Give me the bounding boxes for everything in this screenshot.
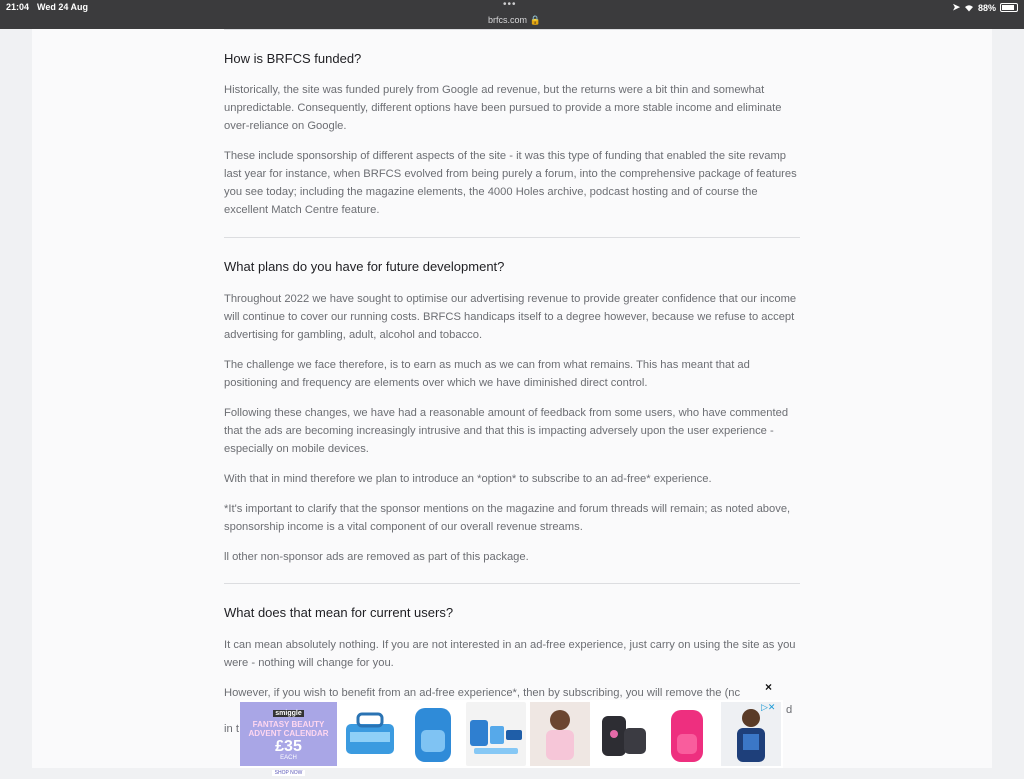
section-heading: What does that mean for current users? bbox=[224, 605, 454, 620]
divider bbox=[224, 583, 800, 584]
paragraph: The challenge we face therefore, is to earn as much as we can from what remains. This has meant that ad positioning and frequency are elements over which we have diminished direct control. bbox=[224, 359, 750, 389]
paragraph: It can mean absolutely nothing. If you are not interested in an ad-free experience, just carry on using the site as you were - nothing will change for you. bbox=[224, 639, 796, 669]
status-right bbox=[952, 2, 1018, 13]
url-text: brfcs.com bbox=[488, 15, 528, 25]
ad-line1: FANTASY BEAUTY bbox=[252, 720, 325, 729]
ad-brand: smiggle bbox=[275, 710, 302, 717]
ad-product-girl[interactable] bbox=[530, 702, 590, 766]
ad-cta[interactable]: SHOP NOW bbox=[272, 770, 306, 776]
ad-tile-smiggle[interactable] bbox=[240, 702, 337, 776]
multitasking-dots-icon[interactable]: ••• bbox=[503, 0, 517, 10]
battery-icon bbox=[1000, 3, 1018, 12]
ad-product-backpack-blue[interactable] bbox=[403, 702, 463, 766]
ad-each: EACH bbox=[280, 755, 297, 761]
paragraph: Throughout 2022 we have sought to optimise our advertising revenue to provide greater confidence that our income will continue to cover our running costs. BRFCS handicaps itself to a degree however, because we refuse to accept advertising for gambling, adult, alcohol and tobacco. bbox=[224, 293, 797, 341]
status-bar bbox=[0, 0, 1024, 29]
paragraph: However, if you wish to benefit from an ad-free experience*, then by subscribing, you will remove the (nc bbox=[224, 687, 741, 699]
paragraph: *It's important to clarify that the sponsor mentions on the magazine and forum threads will remain; as noted above, sponsorship income is a vital component of our overall revenue streams. bbox=[224, 503, 791, 533]
ad-product-set[interactable] bbox=[466, 702, 526, 766]
ad-line2: ADVENT CALENDAR bbox=[248, 729, 329, 738]
ad-price: £35 bbox=[275, 738, 302, 755]
paragraph: Historically, the site was funded purely from Google ad revenue, but the returns were a bit thin and somewhat unpredictable. Consequently, different options have been pursued to provide a more stable income and eliminate over-reliance on Google. bbox=[224, 84, 782, 132]
ad-close-button[interactable]: × bbox=[765, 680, 773, 694]
ad-product-lunchbag[interactable] bbox=[340, 702, 400, 766]
page-body bbox=[32, 29, 992, 768]
paragraph: ll other non-sponsor ads are removed as part of this package. bbox=[224, 551, 529, 563]
section-heading: What plans do you have for future development? bbox=[224, 259, 505, 274]
status-time: 21:04 bbox=[6, 2, 30, 12]
paragraph: Following these changes, we have had a reasonable amount of feedback from some users, who have commented that the ads are becoming increasingly intrusive and that this is impacting adversely upon the user experience - especially on mobile devices. bbox=[224, 407, 789, 455]
paragraph-fragment: in t bbox=[224, 723, 239, 735]
battery-percent: 88% bbox=[977, 2, 996, 13]
ad-info-icon[interactable]: ▷✕ bbox=[761, 702, 776, 712]
paragraph-overflow-char: d bbox=[786, 704, 793, 716]
address-bar[interactable] bbox=[488, 15, 541, 26]
divider bbox=[224, 29, 800, 30]
ad-banner[interactable] bbox=[240, 700, 783, 776]
wifi-icon bbox=[964, 4, 974, 12]
section-heading: How is BRFCS funded? bbox=[224, 51, 362, 66]
lock-icon: 🔒 bbox=[529, 15, 541, 25]
paragraph: With that in mind therefore we plan to introduce an *option* to subscribe to an ad-free* experience. bbox=[224, 473, 712, 485]
location-icon: ➤ bbox=[952, 2, 960, 12]
ad-product-backpack-pink[interactable] bbox=[657, 702, 717, 766]
paragraph: These include sponsorship of different aspects of the site - it was this type of funding that enabled the site revamp last year for instance, when BRFCS evolved from being purely a forum, into the comprehensive package of features you see today; including the magazine elements, the 4000 Holes archive, podcast hosting and of course the excellent Match Centre feature. bbox=[224, 150, 797, 216]
status-date: Wed 24 Aug bbox=[37, 2, 89, 12]
divider bbox=[224, 237, 800, 238]
ad-product-backpack-black[interactable] bbox=[594, 702, 654, 766]
